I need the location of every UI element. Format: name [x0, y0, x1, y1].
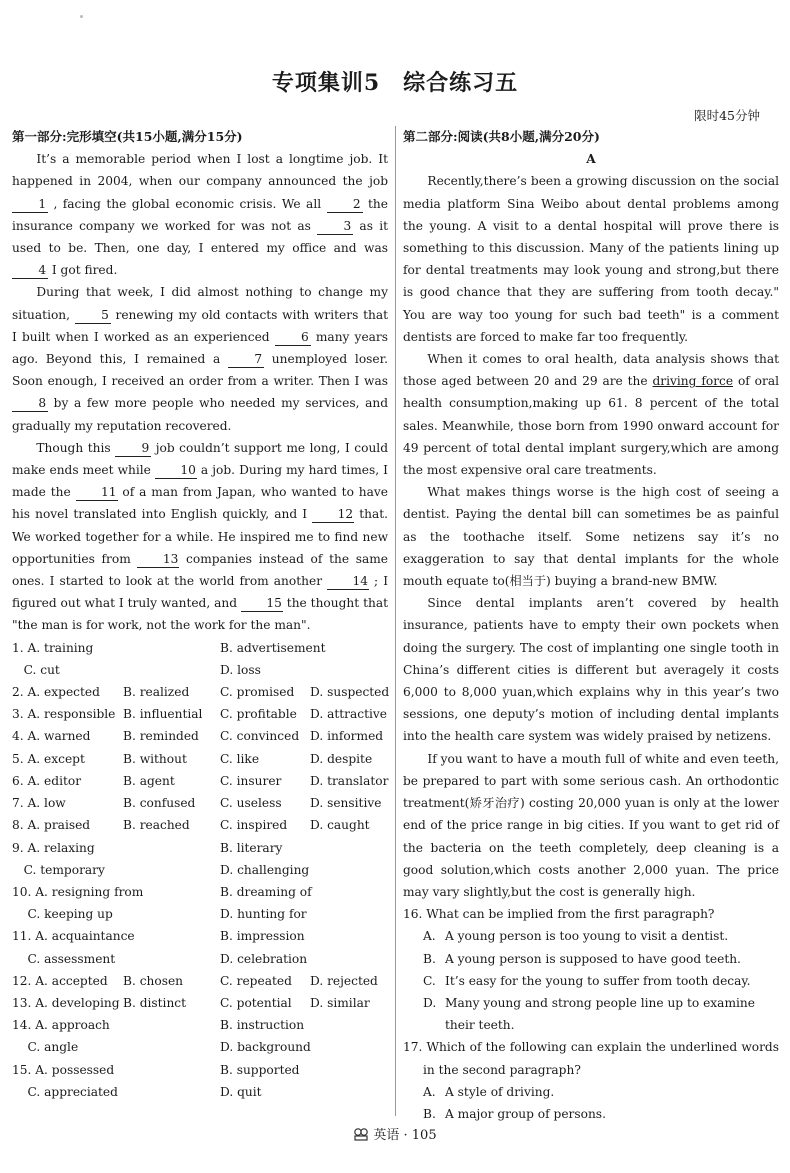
option-label: D.: [423, 995, 437, 1010]
option-cell: [123, 1081, 220, 1103]
option-cell[interactable]: C. useless: [220, 796, 282, 811]
option-cell: [310, 1059, 388, 1081]
text: , facing the global economic crisis. We all: [48, 196, 327, 211]
option-row: [12, 792, 388, 814]
option-cell: [310, 948, 388, 970]
option-row: [12, 637, 388, 659]
option-cell[interactable]: B. advertisement: [220, 640, 326, 655]
text: ; I figured out what I truly wanted, and: [12, 574, 389, 611]
option-cell: [310, 837, 388, 859]
option-cell[interactable]: C. angle: [12, 1040, 79, 1055]
option-cell[interactable]: D. similar: [310, 995, 370, 1010]
option-cell[interactable]: B. realized: [123, 685, 190, 700]
option-text: A major group of persons.: [445, 1106, 606, 1121]
option-row: [12, 1036, 388, 1058]
answer-option[interactable]: [403, 925, 779, 947]
text: as it used to be. Then, one day, I entered my office and was: [12, 218, 388, 256]
text: of a man from Japan, who wanted to have his novel translated into English quickly, and I: [12, 485, 389, 522]
part1-heading: 第一部分:完形填空(共15小题,满分15分): [12, 129, 243, 144]
option-cell[interactable]: B. impression: [220, 929, 305, 944]
option-label: C.: [423, 973, 436, 988]
option-cell[interactable]: B. literary: [220, 840, 283, 855]
option-row: [12, 837, 388, 859]
option-text: A young person is supposed to have good teeth.: [445, 951, 741, 966]
answer-option[interactable]: [403, 970, 779, 992]
option-cell: [123, 637, 220, 659]
option-row: [12, 859, 388, 881]
option-row: [12, 725, 388, 747]
option-row: [12, 814, 388, 836]
option-cell[interactable]: B. chosen: [123, 973, 184, 988]
option-cell[interactable]: D. background: [220, 1040, 311, 1055]
option-cell[interactable]: 2. A. expected: [12, 685, 100, 700]
text: that. We worked together for a while. He inspired me to find new opportunities from: [12, 507, 388, 566]
option-cell: [310, 1036, 388, 1058]
option-cell[interactable]: 1. A. training: [12, 640, 94, 655]
question-16-stem: 16. What can be implied from the first paragraph?: [403, 907, 715, 922]
option-cell[interactable]: B. instruction: [220, 1018, 305, 1033]
page-title: 专项集训5 综合练习五: [271, 70, 519, 96]
text: Though this: [36, 440, 116, 455]
question-17-stem: 17. Which of the following can explain the underlined words in the second paragraph?: [403, 1040, 779, 1077]
column-divider: [395, 126, 396, 1116]
blank-12[interactable]: 12: [312, 506, 354, 523]
option-cell[interactable]: D. sensitive: [310, 796, 382, 811]
blank-7[interactable]: 7: [228, 351, 264, 368]
option-cell[interactable]: D. rejected: [310, 973, 378, 988]
option-cell[interactable]: C. profitable: [220, 707, 297, 722]
option-row: [12, 681, 388, 703]
option-text: A style of driving.: [445, 1084, 555, 1099]
option-cell[interactable]: 10. A. resigning from: [12, 884, 144, 899]
blank-1[interactable]: 1: [12, 196, 48, 213]
text: of oral health consumption,making up 61. 8 percent of the total sales. Meanwhile, those born from 1990 onward account for 49 percent of total dental implant surgery,which are among the most expensive oral care treatments.: [403, 374, 779, 478]
text: the thought that "the man is for work, not the work for the man".: [12, 596, 388, 633]
option-cell[interactable]: B. dreaming of: [220, 884, 312, 899]
option-cell[interactable]: D. suspected: [310, 685, 390, 700]
option-row: [12, 1014, 388, 1036]
option-cell[interactable]: 14. A. approach: [12, 1018, 110, 1033]
part2-heading: 第二部分:阅读(共8小题,满分20分): [403, 129, 600, 144]
option-cell: [310, 903, 388, 925]
option-cell[interactable]: D. despite: [310, 751, 373, 766]
option-cell[interactable]: B. supported: [220, 1062, 300, 1077]
option-row: [12, 925, 388, 947]
text: It’s a memorable period when I lost a longtime job. It happened in 2004, when our company announced the job: [12, 152, 388, 189]
blank-2[interactable]: 2: [327, 196, 363, 213]
option-cell[interactable]: C. potential: [220, 995, 292, 1010]
cloze-paragraph-1: [12, 148, 388, 281]
option-label: A.: [423, 929, 436, 944]
page-number: 英语 · 105: [373, 1128, 437, 1143]
cloze-paragraph-3: [12, 437, 388, 637]
option-row: [12, 992, 388, 1014]
option-cell[interactable]: B. confused: [123, 796, 196, 811]
underlined-phrase: driving force: [652, 374, 734, 389]
option-cell: [310, 659, 388, 681]
option-cell: [123, 1014, 220, 1036]
reading-paragraph-2: [403, 348, 779, 481]
option-cell: [310, 925, 388, 947]
option-cell[interactable]: D. attractive: [310, 707, 387, 722]
option-cell: [310, 881, 388, 903]
option-cell: [123, 659, 220, 681]
option-row: [12, 1081, 388, 1103]
passage-label: A: [586, 152, 596, 167]
text: renewing my old contacts with writers that I built when I worked as an experienced: [12, 307, 388, 344]
option-cell[interactable]: D. celebration: [220, 951, 308, 966]
option-cell[interactable]: 15. A. possessed: [12, 1062, 115, 1077]
option-cell[interactable]: D. caught: [310, 818, 370, 833]
reading-paragraph-5: If you want to have a mouth full of white and even teeth, be prepared to part with some serious cash. An orthodontic treatment(矫牙治疗) costing 20,000 yuan is only at the lower end of the price range in big cities. If you want to get rid of the bacteria on the teeth completely, deep cleaning is a good solution,which costs another 2,000 yuan. The price may vary slightly,but the cost is generally high.: [403, 751, 779, 899]
option-row: [12, 659, 388, 681]
option-cell: [123, 948, 220, 970]
time-limit: 限时45分钟: [694, 108, 760, 123]
option-text: A young person is too young to visit a dentist.: [445, 929, 729, 944]
option-row: [12, 703, 388, 725]
reading-paragraph-3: What makes things worse is the high cost of seeing a dentist. Paying the dental bill can sometimes be as painful as the toothache itself. Some netizens say it’s no exaggeration to say that dental implants for the whole mouth equate to(相当于) buying a brand-new BMW.: [403, 485, 779, 589]
option-cell[interactable]: D. quit: [220, 1084, 262, 1099]
option-row: [12, 970, 388, 992]
option-label: B.: [423, 951, 436, 966]
option-row: [12, 948, 388, 970]
blank-6[interactable]: 6: [275, 329, 311, 346]
blank-9[interactable]: 9: [115, 440, 151, 457]
text: many years ago. Beyond this, I remained a: [12, 329, 388, 367]
option-cell[interactable]: C. temporary: [12, 862, 105, 877]
option-cell: [310, 859, 388, 881]
option-text: It’s easy for the young to suffer from tooth decay.: [445, 973, 751, 988]
option-cell[interactable]: C. keeping up: [12, 907, 113, 922]
blank-15[interactable]: 15: [241, 595, 283, 612]
publisher-logo-icon: [353, 1127, 369, 1145]
option-cell[interactable]: 4. A. warned: [12, 729, 91, 744]
reading-passage: [403, 170, 779, 903]
text: the insurance company we worked for was not as: [12, 196, 388, 233]
option-cell[interactable]: 7. A. low: [12, 796, 66, 811]
option-cell[interactable]: 6. A. editor: [12, 773, 82, 788]
blank-10[interactable]: 10: [155, 462, 197, 479]
blank-13[interactable]: 13: [137, 551, 179, 568]
answer-option[interactable]: [403, 992, 779, 1036]
blank-4[interactable]: 4: [12, 262, 48, 279]
option-row: [12, 770, 388, 792]
option-cell[interactable]: 13. A. developing: [12, 995, 120, 1010]
option-cell[interactable]: C. repeated: [220, 973, 292, 988]
answer-option[interactable]: [403, 1103, 779, 1125]
page-footer: [0, 1124, 790, 1145]
text: job couldn’t support me long, I could make ends meet while: [12, 440, 388, 478]
option-cell: [310, 637, 388, 659]
option-cell: [310, 1014, 388, 1036]
option-cell[interactable]: 9. A. relaxing: [12, 840, 95, 855]
option-cell[interactable]: C. assessment: [12, 951, 116, 966]
option-row: [12, 881, 388, 903]
option-cell[interactable]: C. appreciated: [12, 1084, 118, 1099]
option-cell[interactable]: B. reminded: [123, 729, 199, 744]
corner-mark: [80, 15, 83, 18]
blank-3[interactable]: 3: [317, 218, 353, 235]
option-cell[interactable]: C. cut: [12, 662, 60, 677]
blank-11[interactable]: 11: [76, 484, 118, 501]
blank-5[interactable]: 5: [75, 307, 111, 324]
option-cell: [123, 1036, 220, 1058]
option-row: [12, 903, 388, 925]
blank-14[interactable]: 14: [327, 573, 369, 590]
option-text: Many young and strong people line up to examine their teeth.: [445, 995, 755, 1033]
option-label: B.: [423, 1106, 436, 1121]
option-cell[interactable]: D. challenging: [220, 862, 310, 877]
question-16-options: [403, 925, 779, 1036]
text: a job. During my hard times, I made the: [12, 463, 388, 500]
option-cell[interactable]: D. informed: [310, 729, 384, 744]
option-cell[interactable]: B. distinct: [123, 995, 187, 1010]
option-cell[interactable]: B. reached: [123, 818, 190, 833]
option-cell[interactable]: 8. A. praised: [12, 818, 91, 833]
option-cell[interactable]: 11. A. acquaintance: [12, 929, 135, 944]
option-cell: [123, 837, 220, 859]
option-cell[interactable]: C. promised: [220, 685, 295, 700]
reading-paragraph-1: Recently,there’s been a growing discussion on the social media platform Sina Weibo about dental problems among the young. A visit to a dental hospital will prove there is something to this discussion. Many of the patients lining up for dental treatments may look young and strong,but there is good chance that they are suffering from tooth decay." You are way too young for such bad teeth" is a comment dentists are forced to make far too frequently.: [403, 174, 779, 344]
option-label: A.: [423, 1084, 436, 1099]
answer-option[interactable]: [403, 948, 779, 970]
option-cell: [310, 1081, 388, 1103]
text: companies instead of the same ones. I started to look at the world from another: [12, 551, 389, 589]
cloze-passage: [12, 148, 388, 636]
text: When it comes to oral health, data analysis shows that those aged between 20 and 29 are the: [403, 352, 779, 389]
answer-option[interactable]: [403, 1081, 779, 1103]
option-cell[interactable]: C. insurer: [220, 773, 282, 788]
cloze-options: [12, 637, 388, 1103]
option-cell[interactable]: 3. A. responsible: [12, 707, 116, 722]
cloze-paragraph-2: [12, 281, 388, 436]
option-row: [12, 1059, 388, 1081]
text: During that week, I did almost nothing to change my situation,: [12, 285, 388, 322]
left-column: [12, 126, 388, 1103]
option-cell[interactable]: 5. A. except: [12, 751, 85, 766]
option-cell[interactable]: B. influential: [123, 707, 203, 722]
option-cell: [123, 903, 220, 925]
option-cell[interactable]: D. hunting for: [220, 907, 307, 922]
option-cell: [123, 1059, 220, 1081]
option-cell: [123, 859, 220, 881]
text: by a few more people who needed my services, and gradually my reputation recovered.: [12, 396, 388, 433]
option-cell[interactable]: D. loss: [220, 662, 261, 677]
right-column: [403, 126, 779, 1125]
option-cell[interactable]: B. without: [123, 751, 187, 766]
reading-paragraph-4: Since dental implants aren’t covered by health insurance, patients have to empty their own pockets when doing the surgery. The cost of implanting one single tooth in China’s different cities is different but averagely it costs 6,000 to 8,000 yuan,which explains why in this year’s two sessions, one deputy’s motion of including dental implants into the health care system was widely praised by netizens.: [403, 596, 779, 744]
question-17-options: [403, 1081, 779, 1125]
option-cell[interactable]: C. convinced: [220, 729, 300, 744]
option-cell[interactable]: B. agent: [123, 773, 175, 788]
option-cell[interactable]: 12. A. accepted: [12, 973, 108, 988]
option-cell[interactable]: C. like: [220, 751, 260, 766]
option-cell[interactable]: D. translator: [310, 773, 389, 788]
option-cell[interactable]: C. inspired: [220, 818, 288, 833]
option-cell: [123, 925, 220, 947]
blank-8[interactable]: 8: [12, 395, 48, 412]
text: unemployed loser. Soon enough, I received an order from a writer. Then I was: [12, 352, 388, 389]
text: I got fired.: [48, 263, 118, 278]
option-row: [12, 748, 388, 770]
option-cell: [123, 881, 220, 903]
